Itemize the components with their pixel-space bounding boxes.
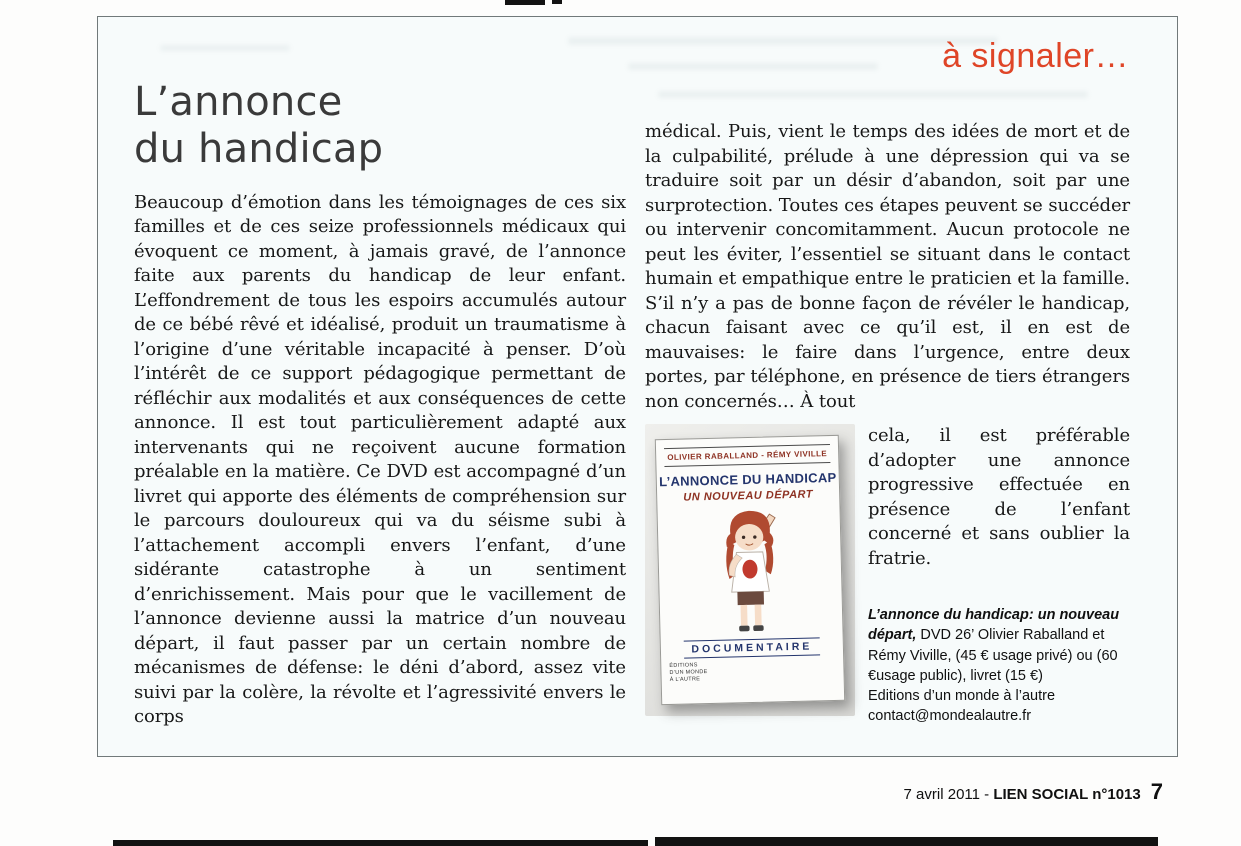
scan-artifact-top: [552, 0, 562, 4]
article-body-left: Beaucoup d’émotion dans les témoignages de ces six familles et de ces seize professionnels médicaux qui évoquent ce moment, à jamais gravé, de l’annonce faite aux parents du handicap de leur enfant. L’effondrement de tous les espoirs accumulés autour de ce bébé rêvé et idéalisé, produit un traumatisme à l’origine d’une véritable incapacité à penser. D’où l’intérêt de ce support pédagogique permettant de réfléchir aux modalités et aux conséquences de cette annonce. Il est tout particulièrement adapté aux intervenants qui ne reçoivent aucune formation préalable en la matière. Ce DVD est accompagné d’un livret qui apporte des éléments de compréhension sur le parcours douloureux qui va du séisme subi à l’attachement accompli envers l’enfant, d’une sidérante catastrophe à un sentiment d’enrichissement. Mais pour que le vacillement de l’annonce devienne aussi la matrice d’un nouveau départ, il faut passer par un certain nombre de mécanismes de défense: le déni d’abord, assez vite suivi par la colère, la révolte et l’agressivité envers le corps: [134, 191, 626, 728]
article-body-right-top: médical. Puis, vient le temps des idées de mort et de la culpabilité, prélude à une dépression qui va se traduire soit par un désir d’abandon, soit par une surprotection. Toutes ces étapes peuvent se succéder ou intervenir concomitamment. Aucun protocole ne peut les éviter, l’essentiel se situant dans le contact humain et empathique entre le praticien et la famille. S’il n’y a pas de bonne façon de révéler le handicap, chacun faisant avec ce qu’il est, il en est de mauvaises: le faire dans l’urgence, entre deux portes, par téléphone, en présence de tiers étrangers non concernés… À tout: [645, 121, 1130, 412]
article-title: [134, 79, 626, 173]
beside-cover-column: [855, 424, 1130, 727]
page-footer: [904, 779, 1163, 805]
dvd-cover-genre: DOCUMENTAIRE: [683, 637, 820, 658]
scan-artifact-top: [505, 0, 545, 5]
article-left-column: [134, 79, 626, 730]
publisher-line: ÉDITIONS: [669, 662, 698, 669]
footer-journal-name: LIEN SOCIAL n°1013: [993, 786, 1141, 803]
publisher-line: À L’AUTRE: [669, 676, 701, 684]
manga-girl-illustration: [701, 504, 798, 638]
dvd-caption-contact: contact@mondealautre.fr: [868, 708, 1032, 725]
dvd-cover-photo: [645, 424, 855, 716]
dvd-caption-publisher: Editions d’un monde à l’autre: [868, 688, 1056, 705]
scan-showthrough-smudge: [658, 91, 1088, 98]
scan-showthrough-smudge: [628, 63, 878, 70]
dvd-caption-title: L’annonce du handicap: un nouveau départ,: [868, 607, 1120, 644]
dvd-cover-authors: OLIVIER RABALLAND - RÉMY VIVILLE: [667, 449, 828, 462]
section-label: à signaler…: [942, 37, 1129, 75]
article-title-line1: L’annonce: [134, 79, 343, 125]
dvd-caption-details: DVD 26’ Olivier Raballand et Rémy Viville, (45 € usage privé) ou (60 €usage public), livret (15 €): [868, 627, 1118, 684]
footer-date: 7 avril 2011 -: [903, 786, 994, 803]
scan-artifact-bottom-left: [113, 840, 648, 846]
dvd-cover-title: L’ANNONCE DU HANDICAP: [658, 469, 837, 490]
dvd-cover-subtitle: UN NOUVEAU DÉPART: [683, 488, 814, 504]
page-frame: [97, 16, 1178, 757]
article-body-beside-cover: cela, il est préférable d’adopter une annonce progressive effectuée en présence de l’enfant concerné et sans oublier la fratrie.: [868, 425, 1130, 569]
publisher-line: D’UN MONDE: [669, 669, 708, 677]
dvd-cover-publisher-logo: [669, 662, 708, 684]
scan-artifact-bottom-right: [655, 837, 1158, 846]
scan-showthrough-smudge: [160, 45, 290, 51]
dvd-caption: [868, 605, 1130, 727]
cover-rule: [664, 462, 830, 467]
article-title-line2: du handicap: [134, 125, 384, 172]
cover-rule: [664, 444, 830, 449]
scan-showthrough-smudge: [568, 37, 998, 45]
media-row: [645, 424, 1130, 727]
article-right-column: [645, 120, 1130, 727]
dvd-cover: [655, 435, 845, 705]
footer-page-number: 7: [1150, 779, 1163, 804]
dvd-cover-illustration: [701, 504, 798, 638]
